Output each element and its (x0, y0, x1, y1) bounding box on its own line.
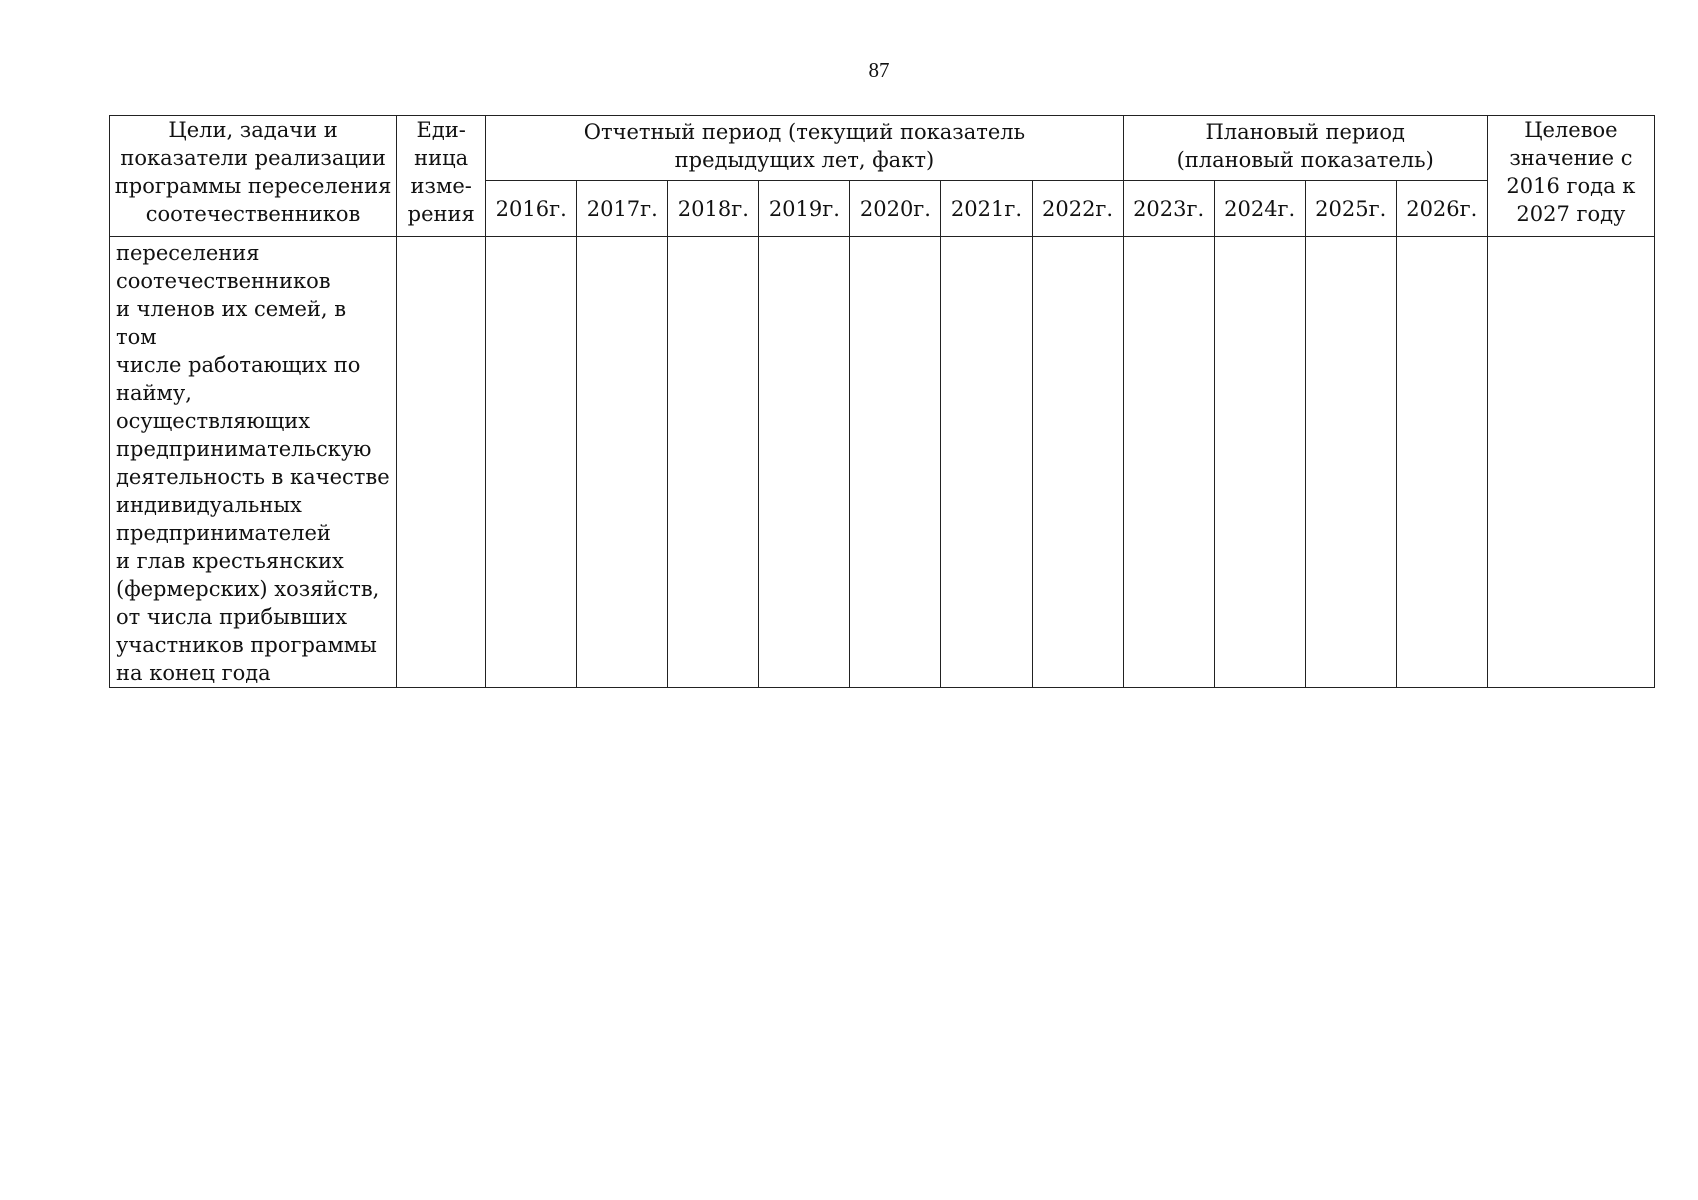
value-cell (668, 237, 759, 688)
value-cell (759, 237, 850, 688)
value-cell (1214, 237, 1305, 688)
page-number: 87 (868, 58, 890, 82)
year-header: 2024г. (1214, 181, 1305, 237)
year-header: 2017г. (577, 181, 668, 237)
year-header: 2020г. (850, 181, 941, 237)
value-cell (1396, 237, 1487, 688)
header-target-value: Целевое значение с 2016 года к 2027 году (1487, 116, 1654, 237)
year-header: 2026г. (1396, 181, 1487, 237)
header-goals: Цели, задачи и показатели реализации программы переселения соотечественников (110, 116, 397, 237)
value-cell (850, 237, 941, 688)
goal-cell: переселения соотечественников и членов их семей, в том числе работающих по найму, осуществляющих предпринимательскую деятельность в качестве индивидуальных предпринимателей и глав крестьянских (фермерских) хозяйств, от числа прибывших участников программы на конец года (110, 237, 397, 688)
header-planned-period: Плановый период (плановый показатель) (1123, 116, 1487, 181)
value-cell (486, 237, 577, 688)
year-header: 2023г. (1123, 181, 1214, 237)
value-cell (941, 237, 1032, 688)
year-header: 2016г. (486, 181, 577, 237)
year-header: 2019г. (759, 181, 850, 237)
header-row-top (110, 116, 1655, 181)
year-header: 2022г. (1032, 181, 1123, 237)
header-unit: Еди- ница изме- рения (397, 116, 486, 237)
header-reporting-period: Отчетный период (текущий показатель предыдущих лет, факт) (486, 116, 1123, 181)
value-cell (1123, 237, 1214, 688)
value-cell (1032, 237, 1123, 688)
year-header: 2018г. (668, 181, 759, 237)
table-row (110, 237, 1655, 688)
value-cell (1305, 237, 1396, 688)
target-cell (1487, 237, 1654, 688)
indicators-table (109, 115, 1655, 688)
value-cell (577, 237, 668, 688)
year-header: 2021г. (941, 181, 1032, 237)
unit-cell (397, 237, 486, 688)
year-header: 2025г. (1305, 181, 1396, 237)
